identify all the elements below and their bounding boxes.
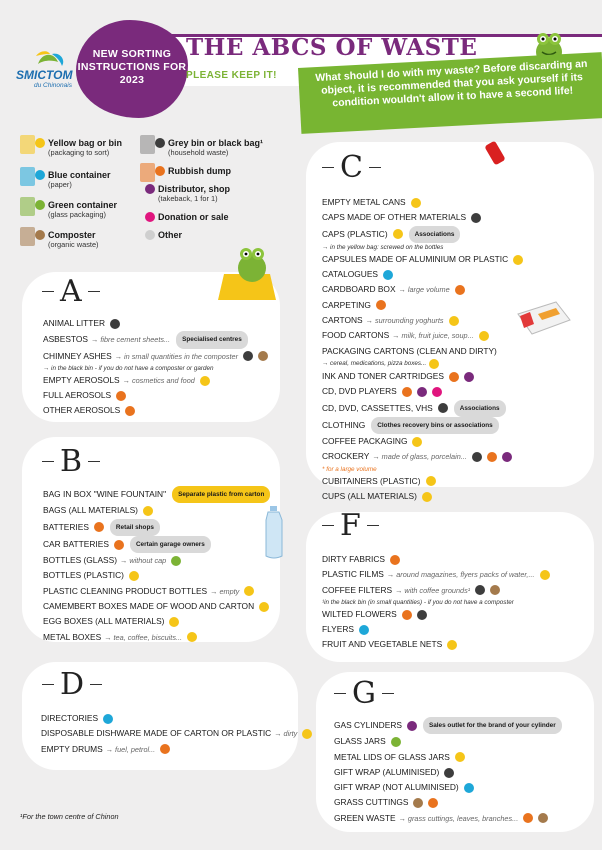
yellow-dot bbox=[393, 229, 403, 239]
list-item bbox=[322, 607, 550, 622]
orange-dot bbox=[114, 540, 124, 550]
yellow-dot bbox=[422, 492, 432, 502]
brown-dot bbox=[538, 813, 548, 823]
list-item bbox=[322, 474, 523, 489]
green-dot bbox=[171, 556, 181, 566]
item-label: BAG IN BOX "WINE FOUNTAIN" bbox=[43, 489, 167, 499]
item-label: FULL AEROSOLS bbox=[43, 390, 112, 401]
list-item bbox=[322, 449, 523, 464]
item-label: BOTTLES (GLASS) bbox=[43, 555, 117, 566]
list-item bbox=[322, 282, 523, 297]
item-note: → in small quantities in the composter bbox=[114, 351, 239, 361]
legend-subtitle: (organic waste) bbox=[48, 240, 99, 249]
item-label: BOTTLES (PLASTIC) bbox=[43, 570, 124, 581]
purple-dot bbox=[407, 721, 417, 731]
legend-title: Rubbish dump bbox=[168, 166, 231, 176]
purple-dot bbox=[502, 452, 512, 462]
list-item bbox=[41, 726, 312, 741]
item-label: METAL BOXES bbox=[43, 631, 102, 642]
section-c-letter: C bbox=[322, 150, 381, 185]
item-note: → dirty bbox=[274, 729, 298, 739]
yellow-dot bbox=[455, 752, 465, 762]
orange-dot bbox=[160, 744, 170, 754]
section-g-letter: G bbox=[334, 676, 394, 711]
yellow-bin-icon bbox=[20, 135, 35, 154]
section-c-list bbox=[322, 195, 523, 504]
list-item bbox=[322, 400, 523, 417]
list-item bbox=[322, 226, 523, 243]
yellow-dot bbox=[187, 632, 197, 642]
item-label: CAPS (PLASTIC) bbox=[322, 228, 388, 239]
yellow-dot bbox=[513, 255, 523, 265]
item-label: GLASS JARS bbox=[334, 736, 386, 747]
list-item bbox=[322, 637, 550, 652]
green-dot bbox=[35, 200, 45, 210]
orange-dot bbox=[94, 522, 104, 532]
list-item bbox=[322, 210, 523, 225]
item-label: CATALOGUES bbox=[322, 269, 378, 280]
list-subitem bbox=[322, 359, 523, 369]
item-note: → with coffee grounds¹ bbox=[395, 585, 471, 595]
grey-dot bbox=[110, 319, 120, 329]
legend-item bbox=[20, 138, 122, 158]
pink-dot bbox=[432, 387, 442, 397]
legend-title: Grey bin or black bag¹ bbox=[168, 138, 264, 148]
item-label: CHIMNEY ASHES bbox=[43, 350, 112, 361]
item-label: CLOTHING bbox=[322, 419, 366, 430]
section-d-letter: D bbox=[42, 667, 102, 702]
purple-dot bbox=[464, 372, 474, 382]
grey-dot bbox=[155, 138, 165, 148]
section-a-letter: A bbox=[42, 274, 100, 309]
item-label: CARDBOARD BOX bbox=[322, 284, 396, 295]
orange-dot bbox=[402, 610, 412, 620]
item-note: → milk, fruit juice, soup... bbox=[392, 331, 474, 341]
logo-text: SMICTOM bbox=[16, 68, 73, 82]
grey-dot bbox=[472, 452, 482, 462]
list-item bbox=[43, 536, 270, 553]
orange-dot bbox=[155, 166, 165, 176]
list-subitem bbox=[322, 598, 550, 607]
item-label: PLASTIC CLEANING PRODUCT BOTTLES bbox=[43, 585, 208, 596]
legend-title: Green container bbox=[48, 200, 118, 210]
page-subtitle: PLEASE KEEP IT! bbox=[186, 70, 277, 81]
list-item bbox=[334, 811, 562, 826]
list-item bbox=[334, 717, 562, 734]
yellow-dot bbox=[411, 198, 421, 208]
blue-dot bbox=[464, 783, 474, 793]
item-subnote: → in the yellow bag: screwed on the bottles bbox=[322, 243, 444, 251]
legend-subtitle: (household waste) bbox=[168, 148, 229, 157]
green-dot bbox=[391, 737, 401, 747]
item-note: → fuel, petrol... bbox=[105, 744, 156, 754]
list-item bbox=[322, 552, 550, 567]
grey-dot bbox=[471, 213, 481, 223]
list-item bbox=[322, 369, 523, 384]
item-tag: Specialised centres bbox=[176, 331, 248, 348]
rubbish-dump-icon bbox=[140, 163, 155, 182]
legend-title: Other bbox=[158, 230, 183, 240]
yellow-dot bbox=[244, 586, 254, 596]
section-f-list bbox=[322, 552, 550, 653]
list-item bbox=[322, 384, 523, 399]
grey-dot bbox=[417, 610, 427, 620]
list-item bbox=[334, 750, 562, 765]
item-label: COFFEE FILTERS bbox=[322, 584, 393, 595]
item-subnote: → cereal, medications, pizza boxes... bbox=[322, 360, 427, 368]
item-label: FLYERS bbox=[322, 624, 354, 635]
lightgrey-dot bbox=[145, 230, 155, 240]
item-label: GIFT WRAP (NOT ALUMINISED) bbox=[334, 782, 459, 793]
list-item bbox=[322, 489, 523, 504]
item-note: → without cap bbox=[120, 556, 167, 566]
item-note: → cosmetics and food bbox=[122, 375, 195, 385]
blue-dot bbox=[103, 714, 113, 724]
orange-dot bbox=[402, 387, 412, 397]
item-subnote: → in the black bin - if you do not have a composter or garden bbox=[43, 364, 214, 372]
legend-item bbox=[140, 138, 263, 158]
grey-dot bbox=[438, 403, 448, 413]
yellow-dot bbox=[169, 617, 179, 627]
item-note: → tea, coffee, biscuits... bbox=[104, 632, 183, 642]
blue-dot bbox=[359, 625, 369, 635]
section-a-list bbox=[43, 316, 268, 419]
list-item bbox=[334, 765, 562, 780]
item-tag: Retail shops bbox=[110, 519, 160, 536]
orange-dot bbox=[116, 391, 126, 401]
orange-dot bbox=[125, 406, 135, 416]
legend-item bbox=[20, 230, 99, 250]
item-note: → grass cuttings, leaves, branches... bbox=[398, 813, 519, 823]
item-label: EMPTY AEROSOLS bbox=[43, 374, 120, 385]
legend-item bbox=[140, 230, 182, 240]
list-item bbox=[322, 567, 550, 582]
orange-dot bbox=[376, 300, 386, 310]
item-tag: Associations bbox=[454, 400, 506, 417]
pink-dot bbox=[145, 212, 155, 222]
legend-subtitle: (glass packaging) bbox=[48, 210, 106, 219]
orange-dot bbox=[523, 813, 533, 823]
yellow-dot bbox=[200, 376, 210, 386]
list-item bbox=[43, 584, 270, 599]
item-label: EMPTY DRUMS bbox=[41, 743, 103, 754]
orange-dot bbox=[428, 798, 438, 808]
grey-bin-icon bbox=[140, 135, 155, 154]
section-d-list bbox=[41, 711, 312, 757]
section-b-letter: B bbox=[42, 444, 100, 479]
item-note: → large volume bbox=[398, 285, 450, 295]
legend-item bbox=[20, 200, 117, 220]
purple-dot bbox=[417, 387, 427, 397]
section-g-list bbox=[334, 717, 562, 826]
orange-dot bbox=[449, 372, 459, 382]
orange-dot bbox=[390, 555, 400, 565]
item-note: → made of glass, porcelain... bbox=[372, 452, 467, 462]
legend-title: Distributor, shop bbox=[158, 184, 230, 194]
orange-dot bbox=[455, 285, 465, 295]
list-item bbox=[322, 344, 523, 359]
grey-dot bbox=[243, 351, 253, 361]
list-item bbox=[322, 328, 523, 343]
list-item bbox=[322, 195, 523, 210]
item-label: BATTERIES bbox=[43, 521, 89, 532]
blue-dot bbox=[383, 270, 393, 280]
item-label: CUPS (ALL MATERIALS) bbox=[322, 491, 417, 502]
list-item bbox=[322, 622, 550, 637]
list-item bbox=[334, 734, 562, 749]
list-item bbox=[322, 583, 550, 598]
item-label: CAPS MADE OF OTHER MATERIALS bbox=[322, 212, 467, 223]
list-item bbox=[43, 614, 270, 629]
new-instructions-badge: NEW SORTING INSTRUCTIONS FOR 2023 bbox=[76, 20, 188, 118]
legend-item bbox=[140, 212, 229, 222]
item-label: DIRTY FABRICS bbox=[322, 554, 385, 564]
legend-item bbox=[140, 166, 231, 176]
blue-dot bbox=[35, 170, 45, 180]
item-tag: Associations bbox=[409, 226, 461, 243]
item-label: CAMEMBERT BOXES MADE OF WOOD AND CARTON bbox=[43, 601, 255, 612]
list-subitem bbox=[322, 465, 523, 474]
item-tag: Clothes recovery bins or associations bbox=[371, 417, 498, 434]
item-label: GREEN WASTE bbox=[334, 812, 396, 823]
list-item bbox=[43, 403, 268, 418]
item-label: GRASS CUTTINGS bbox=[334, 797, 409, 808]
item-note: → fibre cement sheets... bbox=[91, 335, 171, 345]
list-item bbox=[43, 388, 268, 403]
list-subitem bbox=[43, 364, 268, 373]
item-label: CUBITAINERS (PLASTIC) bbox=[322, 475, 421, 486]
page-title: THE ABCS OF WASTE bbox=[186, 34, 478, 61]
item-label: EMPTY METAL CANS bbox=[322, 197, 406, 207]
composter-icon bbox=[20, 227, 35, 246]
grey-dot bbox=[444, 768, 454, 778]
legend-title: Donation or sale bbox=[158, 212, 229, 222]
item-label: FRUIT AND VEGETABLE NETS bbox=[322, 639, 443, 650]
list-item bbox=[43, 630, 270, 645]
list-item bbox=[334, 795, 562, 810]
item-label: INK AND TONER CARTRIDGES bbox=[322, 370, 444, 381]
item-label: OTHER AEROSOLS bbox=[43, 405, 121, 416]
yellow-dot bbox=[259, 602, 269, 612]
list-item bbox=[322, 417, 523, 434]
item-label: CARPETING bbox=[322, 299, 371, 310]
blue-container-icon bbox=[20, 167, 35, 186]
item-label: GIFT WRAP (ALUMINISED) bbox=[334, 766, 440, 777]
legend-title: Yellow bag or bin bbox=[48, 138, 123, 148]
intro-banner: What should I do with my waste? Before discarding an object, it is recommended that you ask yourself if its condition wouldn't allow it to have a second life! bbox=[298, 52, 602, 134]
item-subnote: ¹in the black bin (in small quantities) - if you do not have a composter bbox=[322, 598, 514, 606]
item-label: BAGS (ALL MATERIALS) bbox=[43, 505, 138, 516]
item-note: → empty bbox=[210, 586, 240, 596]
list-item bbox=[322, 313, 523, 328]
list-item bbox=[43, 553, 270, 568]
grey-dot bbox=[475, 585, 485, 595]
item-label: GAS CYLINDERS bbox=[334, 720, 402, 730]
list-item bbox=[41, 742, 312, 757]
item-label: ANIMAL LITTER bbox=[43, 318, 106, 328]
item-subnote: * for a large volume bbox=[322, 465, 377, 473]
yellow-dot bbox=[540, 570, 550, 580]
green-container-icon bbox=[20, 197, 35, 216]
item-label: CAPSULES MADE OF ALUMINIUM OR PLASTIC bbox=[322, 253, 509, 264]
item-note: → around magazines, flyers packs of water,... bbox=[386, 570, 535, 580]
carton-box-icon bbox=[516, 300, 572, 345]
footnote: ¹For the town centre of Chinon bbox=[20, 812, 119, 821]
item-label: CAR BATTERIES bbox=[43, 538, 109, 549]
legend-title: Composter bbox=[48, 230, 96, 240]
section-f-letter: F bbox=[322, 508, 379, 543]
legend-subtitle: (packaging to sort) bbox=[48, 148, 110, 157]
list-item bbox=[43, 349, 268, 364]
list-item bbox=[43, 373, 268, 388]
legend-subtitle: (takeback, 1 for 1) bbox=[158, 194, 218, 203]
item-tag: Sales outlet for the brand of your cylinder bbox=[423, 717, 562, 734]
item-label: EGG BOXES (ALL MATERIALS) bbox=[43, 616, 165, 627]
item-label: ASBESTOS bbox=[43, 334, 88, 345]
yellow-dot bbox=[426, 476, 436, 486]
frog-with-bin-icon bbox=[218, 244, 278, 305]
purple-dot bbox=[145, 184, 155, 194]
list-item bbox=[43, 503, 270, 518]
list-item bbox=[322, 434, 523, 449]
list-item bbox=[41, 711, 312, 726]
legend-subtitle: (paper) bbox=[48, 180, 72, 189]
item-label: PACKAGING CARTONS (CLEAN AND DIRTY) bbox=[322, 345, 497, 356]
yellow-dot bbox=[429, 359, 439, 369]
yellow-dot bbox=[302, 729, 312, 739]
list-item bbox=[322, 252, 523, 267]
orange-dot bbox=[487, 452, 497, 462]
yellow-dot bbox=[129, 571, 139, 581]
item-label: PLASTIC FILMS bbox=[322, 569, 384, 580]
item-tag: Separate plastic from carton bbox=[172, 486, 270, 503]
list-item bbox=[43, 519, 270, 536]
item-label: COFFEE PACKAGING bbox=[322, 436, 408, 447]
list-item bbox=[334, 780, 562, 795]
list-item bbox=[43, 331, 268, 348]
legend-item bbox=[140, 184, 230, 204]
yellow-dot bbox=[143, 506, 153, 516]
list-subitem bbox=[322, 243, 523, 252]
item-label: METAL LIDS OF GLASS JARS bbox=[334, 751, 450, 762]
item-label: FOOD CARTONS bbox=[322, 330, 390, 341]
section-b-list bbox=[43, 486, 270, 645]
item-label: WILTED FLOWERS bbox=[322, 608, 397, 619]
logo-subtext: du Chinonais bbox=[34, 82, 72, 89]
brown-dot bbox=[258, 351, 268, 361]
list-item bbox=[322, 298, 523, 313]
item-label: CROCKERY bbox=[322, 451, 370, 462]
brown-dot bbox=[35, 230, 45, 240]
yellow-dot bbox=[35, 138, 45, 148]
item-label: CARTONS bbox=[322, 315, 363, 326]
item-label: CD, DVD, CASSETTES, VHS bbox=[322, 402, 433, 413]
item-tag: Certain garage owners bbox=[130, 536, 211, 553]
legend-item bbox=[20, 170, 111, 190]
item-label: CD, DVD PLAYERS bbox=[322, 386, 397, 397]
yellow-dot bbox=[449, 316, 459, 326]
item-note: → surrounding yoghurts bbox=[365, 316, 444, 326]
yellow-dot bbox=[479, 331, 489, 341]
item-label: DIRECTORIES bbox=[41, 713, 99, 723]
brown-dot bbox=[413, 798, 423, 808]
list-item bbox=[322, 267, 523, 282]
smictom-logo bbox=[12, 50, 82, 98]
yellow-dot bbox=[412, 437, 422, 447]
soda-can-icon bbox=[485, 140, 509, 173]
list-item bbox=[43, 568, 270, 583]
list-item bbox=[43, 599, 270, 614]
brown-dot bbox=[490, 585, 500, 595]
list-item bbox=[43, 486, 270, 503]
list-item bbox=[43, 316, 268, 331]
yellow-dot bbox=[447, 640, 457, 650]
item-label: DISPOSABLE DISHWARE MADE OF CARTON OR PLASTIC bbox=[41, 728, 272, 739]
legend-title: Blue container bbox=[48, 170, 111, 180]
